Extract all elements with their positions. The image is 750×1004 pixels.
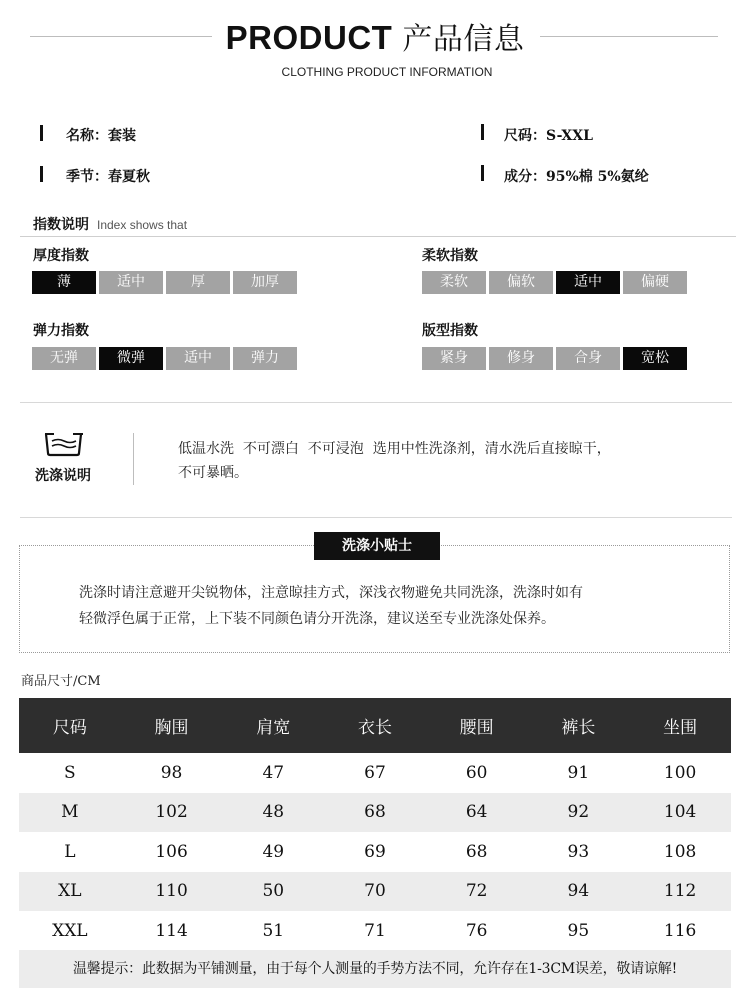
size-table (19, 698, 731, 951)
tips-line: 轻微浮色属于正常，上下装不同颜色请分开洗涤，建议送至专业洗涤处保养。 (79, 611, 555, 627)
info-name: 名称：套装 (66, 128, 136, 144)
table-cell: 91 (567, 762, 590, 783)
table-cell: 116 (663, 920, 697, 941)
washing-text (178, 437, 698, 485)
table-cell: 92 (528, 793, 630, 833)
table-header-row (19, 698, 731, 753)
table-cell: 93 (567, 841, 590, 862)
column-header: 肩宽 (222, 698, 324, 753)
scale-chip: 适中 (556, 271, 620, 294)
index-title-en: Index shows that (97, 218, 188, 232)
table-cell: L (64, 841, 76, 862)
table-cell: 108 (663, 841, 697, 862)
fit-label: 版型指数 (422, 323, 478, 339)
table-cell: XL (19, 872, 121, 912)
table-cell: 110 (121, 872, 223, 912)
section-divider (20, 517, 732, 518)
column-header: 裤长 (528, 698, 630, 753)
washing-line: 不可暴晒。 (178, 465, 248, 481)
table-cell: 72 (426, 872, 528, 912)
title-cn: 产品信息 (402, 22, 525, 57)
info-size: 尺码：S-XXL (504, 128, 593, 144)
scale-chip: 紧身 (422, 347, 486, 370)
info-season: 季节：春夏秋 (66, 169, 150, 185)
scale-chip: 微弹 (99, 347, 163, 370)
scale-chip: 薄 (32, 271, 96, 294)
size-caption: 商品尺寸/CM (21, 674, 101, 689)
column-header: 坐围 (629, 698, 731, 753)
index-title (33, 214, 187, 234)
softness-label: 柔软指数 (422, 248, 478, 264)
table-cell: 68 (465, 841, 488, 862)
scale-chip: 无弹 (32, 347, 96, 370)
table-row (19, 793, 731, 833)
thickness-label: 厚度指数 (33, 248, 89, 264)
table-cell: 114 (155, 920, 188, 941)
info-marker (40, 125, 43, 141)
table-cell: 76 (465, 920, 488, 941)
softness-scale (422, 271, 687, 294)
scale-chip: 宽松 (623, 347, 687, 370)
tips-line: 洗涤时请注意避开尖锐物体，注意晾挂方式，深浅衣物避免共同洗涤，洗涤时如有 (79, 585, 583, 601)
table-cell: 95 (567, 920, 590, 941)
table-cell: 69 (364, 841, 386, 862)
table-row (19, 832, 731, 872)
table-cell: 48 (222, 793, 324, 833)
wash-basin-icon (44, 431, 84, 457)
scale-chip: 柔软 (422, 271, 486, 294)
scale-chip: 偏硬 (623, 271, 687, 294)
table-cell: 98 (160, 762, 183, 783)
table-cell: 102 (121, 793, 223, 833)
scale-chip: 适中 (166, 347, 230, 370)
table-cell: 104 (629, 793, 731, 833)
table-row (19, 872, 731, 912)
title-en: PRODUCT (225, 19, 393, 56)
scale-chip: 合身 (556, 347, 620, 370)
elasticity-scale (32, 347, 297, 370)
thickness-scale (32, 271, 297, 294)
table-cell: 70 (324, 872, 426, 912)
column-header: 腰围 (426, 698, 528, 753)
info-marker (481, 124, 484, 140)
column-header: 衣长 (324, 698, 426, 753)
measurement-note: 温馨提示：此数据为平铺测量，由于每个人测量的手势方法不同，允许存在1-3CM误差，敬请谅解! (19, 950, 731, 988)
table-row (19, 753, 731, 793)
washing-label: 洗涤说明 (35, 468, 91, 484)
table-cell: 64 (426, 793, 528, 833)
scale-chip: 修身 (489, 347, 553, 370)
washing-line: 低温水洗 不可漂白 不可浸泡 选用中性洗涤剂，清水洗后直接晾干， (178, 441, 611, 457)
page-subtitle: CLOTHING PRODUCT INFORMATION (281, 65, 493, 79)
table-cell: 49 (262, 841, 285, 862)
column-header: 尺码 (19, 698, 121, 753)
table-cell: 47 (262, 762, 285, 783)
page-title (0, 14, 750, 58)
info-material: 成分：95%棉 5%氨纶 (504, 169, 649, 185)
table-row (19, 911, 731, 951)
scale-chip: 加厚 (233, 271, 297, 294)
section-divider (20, 402, 732, 403)
tips-title: 洗涤小贴士 (314, 532, 440, 560)
table-cell: M (19, 793, 121, 833)
table-cell: 60 (465, 762, 488, 783)
scale-chip: 弹力 (233, 347, 297, 370)
index-title-cn: 指数说明 (33, 217, 89, 233)
table-cell: 100 (663, 762, 697, 783)
table-cell: XXL (52, 920, 88, 941)
scale-chip: 厚 (166, 271, 230, 294)
washing-separator (133, 433, 134, 485)
table-cell: 94 (528, 872, 630, 912)
table-cell: S (64, 762, 76, 783)
info-marker (40, 166, 43, 182)
scale-chip: 适中 (99, 271, 163, 294)
tips-text (79, 580, 679, 632)
fit-scale (422, 347, 687, 370)
info-marker (481, 165, 484, 181)
column-header: 胸围 (121, 698, 223, 753)
index-rule (20, 236, 736, 237)
table-cell: 112 (629, 872, 731, 912)
table-cell: 71 (364, 920, 386, 941)
table-cell: 68 (324, 793, 426, 833)
table-cell: 51 (262, 920, 285, 941)
elasticity-label: 弹力指数 (33, 323, 89, 339)
table-cell: 50 (222, 872, 324, 912)
table-cell: 106 (155, 841, 188, 862)
scale-chip: 偏软 (489, 271, 553, 294)
table-cell: 67 (364, 762, 386, 783)
